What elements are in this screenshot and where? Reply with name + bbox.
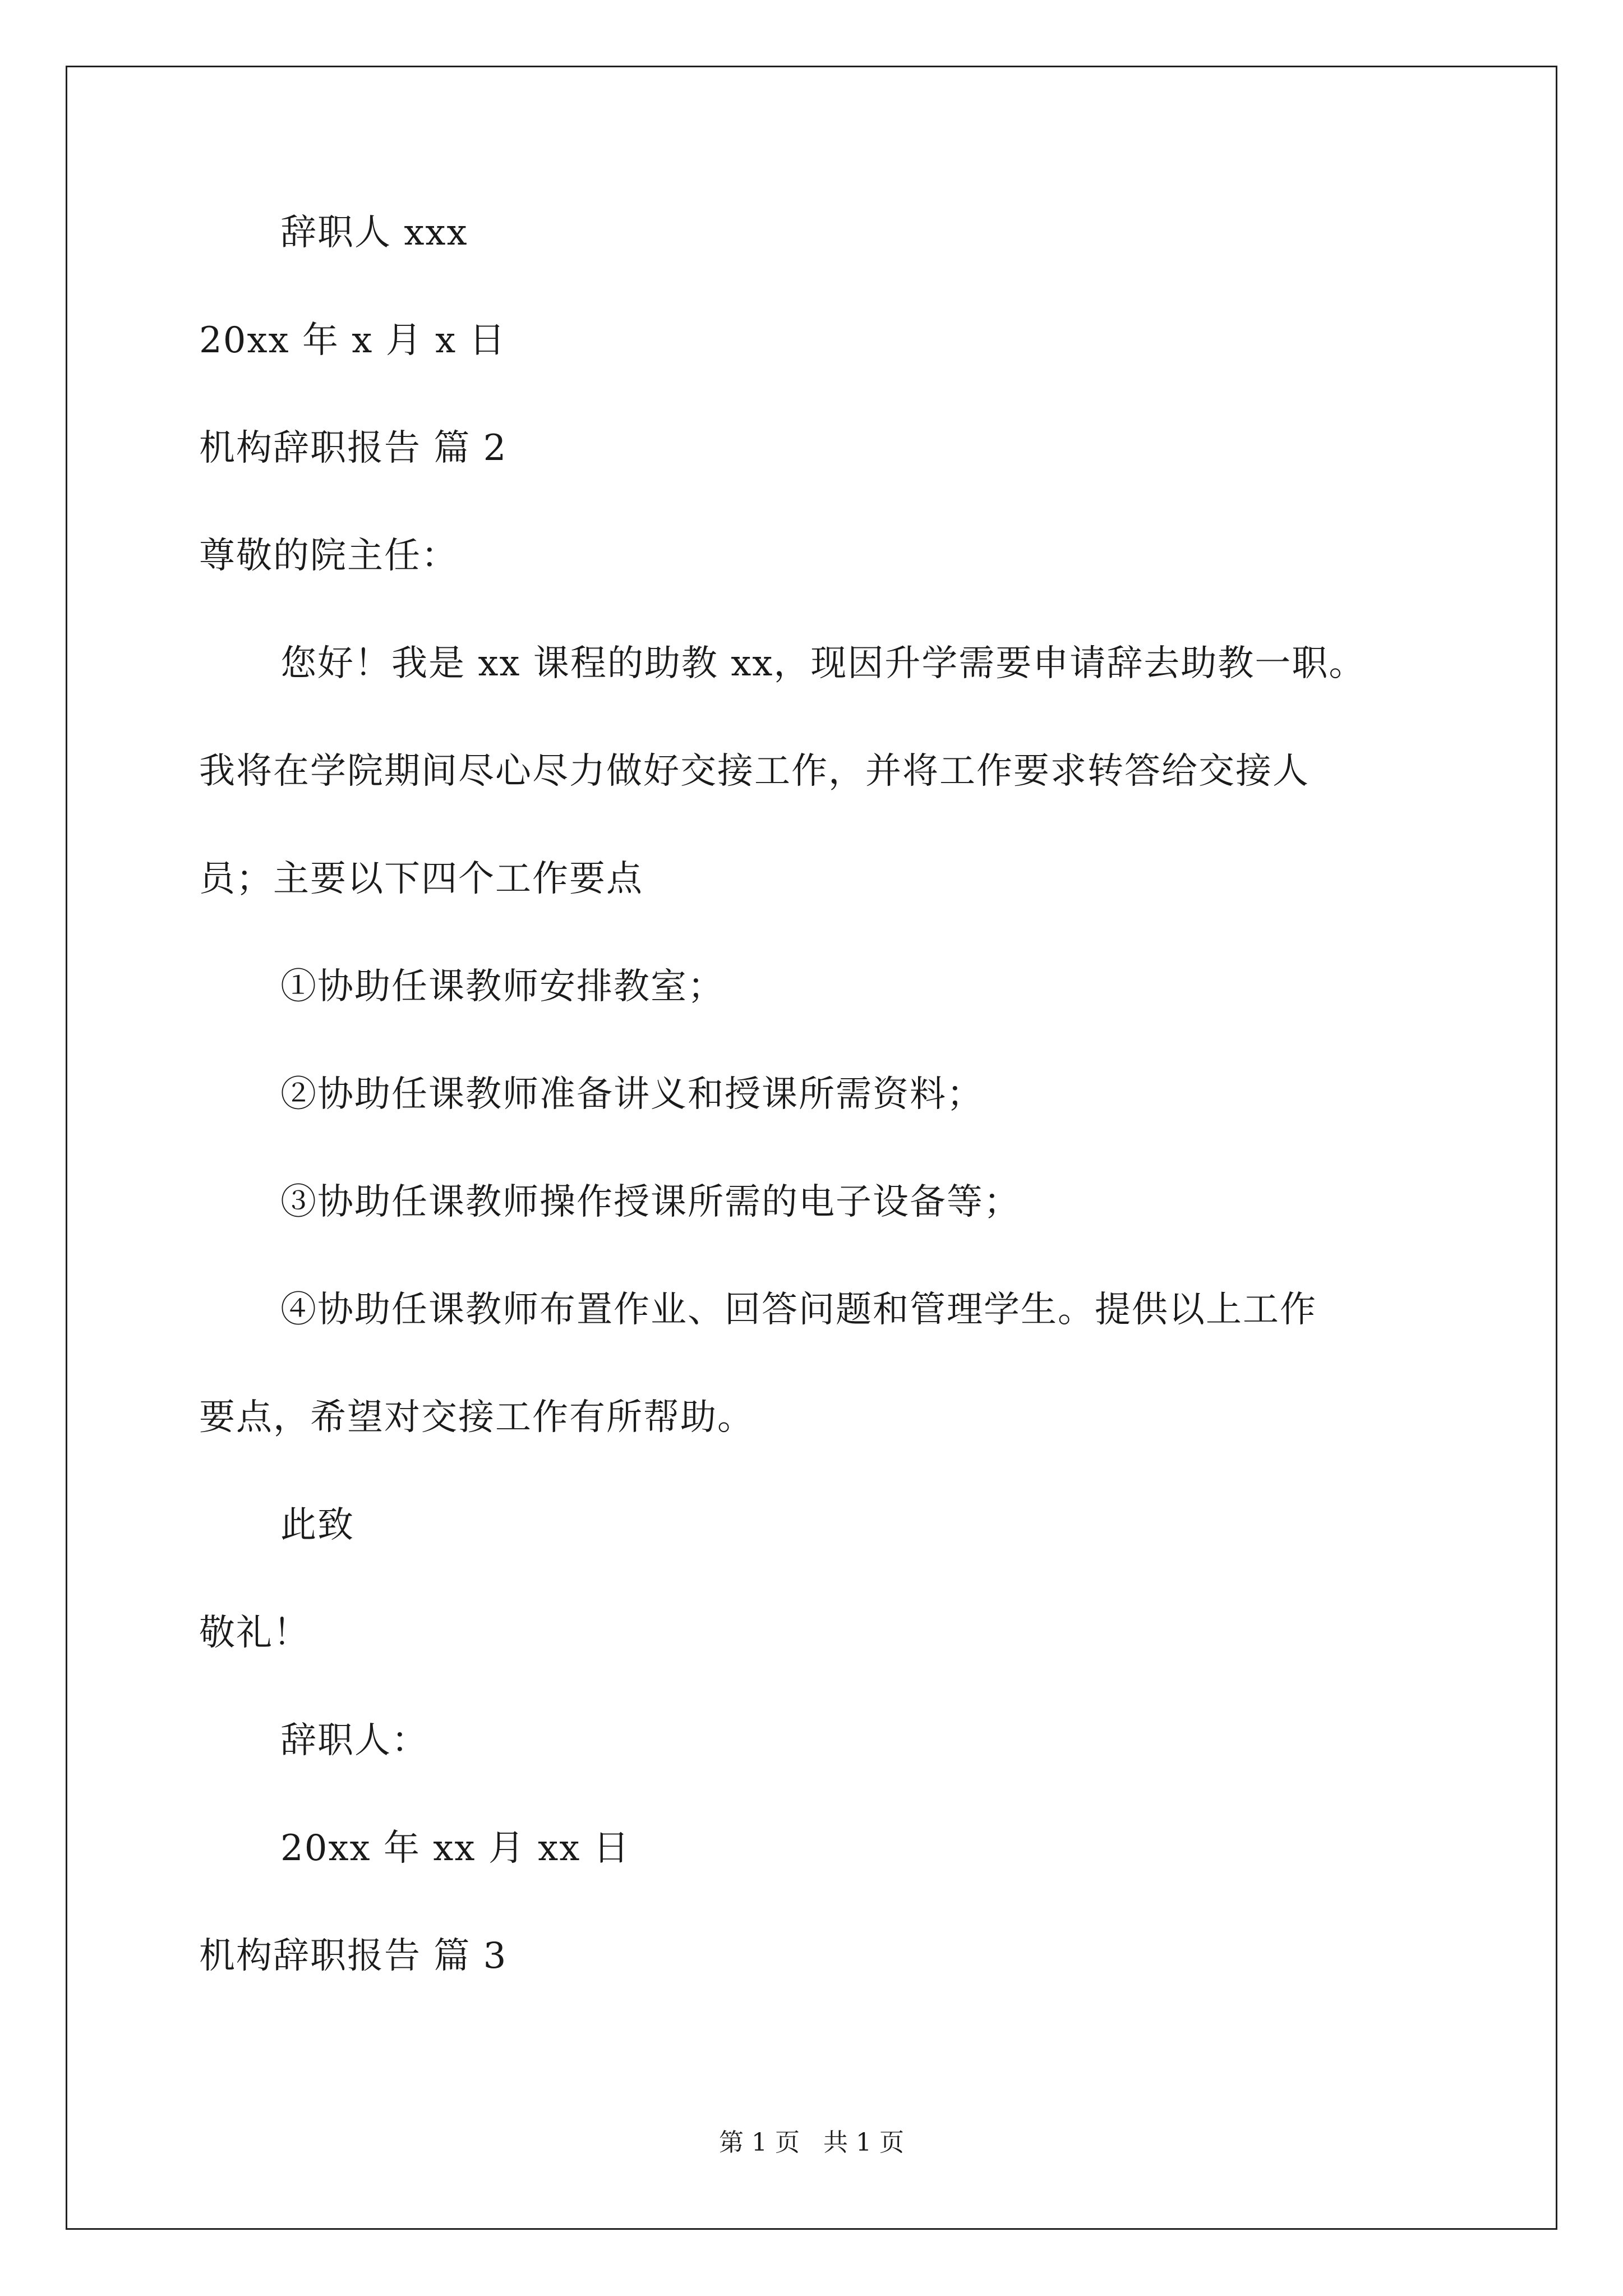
closing-line: 此致 bbox=[280, 1504, 354, 1546]
list-item: ③协助任课教师操作授课所需的电子设备等； bbox=[280, 1181, 1021, 1223]
body-paragraph-line: 员；主要以下四个工作要点 bbox=[199, 858, 643, 900]
list-item: ②协助任课教师准备讲义和授课所需资料； bbox=[280, 1074, 984, 1115]
signature-line: 辞职人 xxx bbox=[280, 212, 468, 254]
page-number-footer: 第 1 页 共 1 页 bbox=[719, 2128, 904, 2157]
body-paragraph-line: 我将在学院期间尽心尽力做好交接工作，并将工作要求转答给交接人 bbox=[199, 751, 1310, 792]
signature-line: 辞职人： bbox=[280, 1720, 428, 1761]
salutation: 尊敬的院主任： bbox=[199, 535, 458, 577]
list-item: ①协助任课教师安排教室； bbox=[280, 966, 725, 1007]
body-paragraph-line: 您好！我是 xx 课程的助教 xx，现因升学需要申请辞去助教一职。 bbox=[280, 643, 1366, 684]
closing-regards: 敬礼！ bbox=[199, 1612, 310, 1654]
list-item: ④协助任课教师布置作业、回答问题和管理学生。提供以上工作 bbox=[280, 1289, 1317, 1331]
body-paragraph-line: 要点，希望对交接工作有所帮助。 bbox=[199, 1397, 754, 1438]
date-line: 20xx 年 x 月 x 日 bbox=[199, 320, 506, 361]
date-line: 20xx 年 xx 月 xx 日 bbox=[280, 1828, 630, 1869]
page-border bbox=[66, 66, 1557, 2230]
section-heading-2: 机构辞职报告 篇 2 bbox=[199, 427, 508, 469]
section-heading-3: 机构辞职报告 篇 3 bbox=[199, 1935, 508, 1977]
